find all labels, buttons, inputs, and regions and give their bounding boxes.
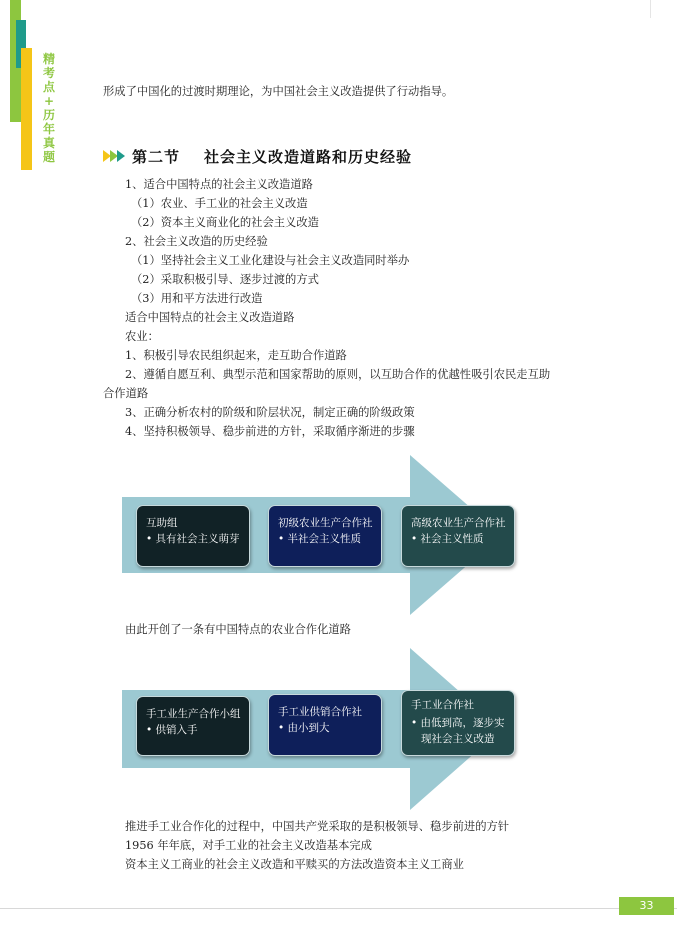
flow-box: [401, 505, 515, 567]
sidebar-label: 精 考 点 + 历 年 真 题: [42, 52, 55, 164]
body-line: 4、坚持积极领导、稳步前进的方针，采取循序渐进的步骤: [125, 425, 415, 438]
body-line: （3）用和平方法进行改造: [131, 292, 263, 305]
body-line: （1）农业、手工业的社会主义改造: [131, 197, 308, 210]
flow-box: [268, 694, 382, 756]
section-heading: [103, 145, 412, 167]
section-number: 第二节: [132, 147, 181, 166]
handicraft-flow-diagram: [0, 648, 677, 810]
closing-line: 资本主义工商业的社会主义改造和平赎买的方法改造资本主义工商业: [125, 858, 464, 871]
flow-box-bullet: • 由低到高，逐步实: [411, 717, 505, 729]
flow-box-bullet: • 社会主义性质: [411, 533, 484, 545]
closing-line: 1956 年年底，对手工业的社会主义改造基本完成: [125, 839, 372, 852]
flow-box-bullet: • 供销入手: [146, 724, 198, 736]
closing-line: 推进手工业合作化的过程中，中国共产党采取的是积极领导、稳步前进的方针: [125, 820, 510, 833]
flow-box-title: 手工业供销合作社: [278, 706, 362, 718]
chevron-icon: [117, 150, 125, 162]
corner-divider: [650, 0, 651, 18]
flow-box-title: 手工业生产合作小组: [146, 708, 241, 720]
diagram1-caption: 由此开创了一条有中国特点的农业合作化道路: [125, 623, 351, 636]
body-line: 合作道路: [103, 387, 149, 400]
agriculture-flow-diagram: [0, 455, 677, 615]
page-number: 33: [619, 897, 674, 915]
body-line: （1）坚持社会主义工业化建设与社会主义改造同时举办: [131, 254, 410, 267]
body-line: 适合中国特点的社会主义改造道路: [125, 311, 295, 324]
body-line: 1、适合中国特点的社会主义改造道路: [125, 178, 313, 191]
flow-box-bullet: • 由小到大: [278, 722, 330, 734]
flow-box-bullet-continued: 现社会主义改造: [421, 733, 495, 745]
body-line: 1、积极引导农民组织起来，走互助合作道路: [125, 349, 347, 362]
flow-box-bullet: • 具有社会主义萌芽: [146, 533, 240, 545]
intro-line: 形成了中国化的过渡时期理论，为中国社会主义改造提供了行动指导。: [103, 85, 454, 98]
body-line: 3、正确分析农村的阶级和阶层状况，制定正确的阶级政策: [125, 406, 415, 419]
flow-box-title: 初级农业生产合作社: [278, 517, 373, 529]
flow-box: [136, 505, 250, 567]
flow-box: [268, 505, 382, 567]
decor-bar-yellow: [21, 48, 32, 170]
flow-box: [136, 696, 250, 756]
section-title: 社会主义改造道路和历史经验: [204, 147, 413, 166]
body-line: （2）资本主义商业化的社会主义改造: [131, 216, 319, 229]
body-line: 2、社会主义改造的历史经验: [125, 235, 268, 248]
flow-box-bullet: • 半社会主义性质: [278, 533, 362, 545]
flow-box-title: 互助组: [146, 517, 178, 529]
flow-box-title: 高级农业生产合作社: [411, 517, 506, 529]
footer-rule: [0, 908, 677, 909]
body-line: 农业：: [125, 330, 159, 343]
body-line: （2）采取积极引导、逐步过渡的方式: [131, 273, 319, 286]
flow-box-title: 手工业合作社: [411, 699, 474, 711]
flow-box: [401, 690, 515, 756]
body-line: 2、遵循自愿互利、典型示范和国家帮助的原则，以互助合作的优越性吸引农民走互助: [125, 368, 551, 381]
